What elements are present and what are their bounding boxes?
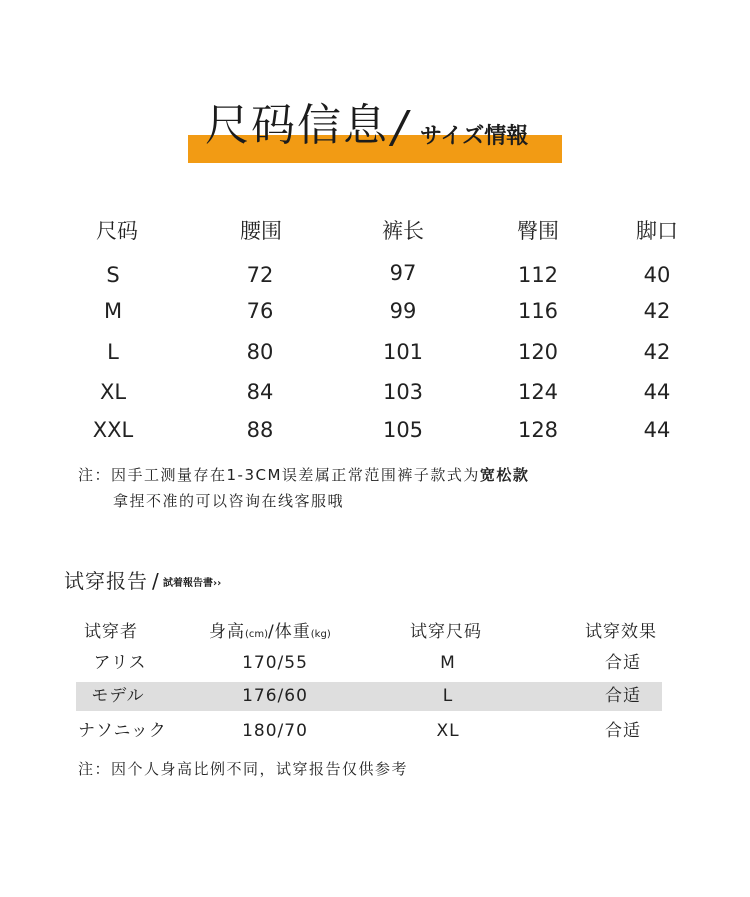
fit-result-value: 合适 xyxy=(605,721,641,741)
table-cell: M xyxy=(103,299,123,323)
header-hip: 臀围 xyxy=(517,219,559,243)
header-fit-result: 试穿效果 xyxy=(585,622,657,642)
table-cell: 72 xyxy=(246,263,274,287)
measurement-note-line2: 拿捏不准的可以咨询在线客服哦 xyxy=(113,492,345,510)
page-subtitle: サイズ情報 xyxy=(420,124,529,149)
table-cell: XXL xyxy=(92,418,134,442)
tester-name: ナソニック xyxy=(78,721,167,741)
tried-size-value: L xyxy=(442,686,454,706)
table-cell: 116 xyxy=(517,299,559,323)
table-cell: 105 xyxy=(382,418,424,442)
measurement-note xyxy=(78,464,529,486)
height-weight-value: 176/60 xyxy=(242,686,308,706)
table-cell: 101 xyxy=(382,340,424,364)
table-cell: 84 xyxy=(246,380,274,404)
height-unit: (cm) xyxy=(245,629,269,640)
weight-unit: (kg) xyxy=(310,629,331,640)
fit-result-value: 合适 xyxy=(605,686,641,706)
header-size: 尺码 xyxy=(96,219,138,243)
weight-label: /体重 xyxy=(268,622,311,642)
note-emphasis: 宽松款 xyxy=(479,466,530,484)
tried-size-value: XL xyxy=(436,721,460,741)
header-height-weight xyxy=(209,621,331,646)
table-cell: 124 xyxy=(517,380,559,404)
table-cell: 42 xyxy=(643,299,671,323)
header-hem: 脚口 xyxy=(636,219,678,243)
tester-name: アリス xyxy=(93,653,147,673)
table-cell: XL xyxy=(99,380,127,404)
report-note: 注：因个人身高比例不同，试穿报告仅供参考 xyxy=(78,760,409,778)
table-cell: S xyxy=(106,263,120,287)
table-cell: 112 xyxy=(517,263,559,287)
table-cell: 42 xyxy=(643,340,671,364)
header-tester: 试穿者 xyxy=(84,622,138,642)
page-title: 尺码信息 xyxy=(205,100,389,151)
table-cell: 40 xyxy=(643,263,671,287)
table-cell: 97 xyxy=(389,261,417,285)
header-length: 裤长 xyxy=(382,219,424,243)
height-label: 身高 xyxy=(209,622,245,642)
header-tried-size: 试穿尺码 xyxy=(410,622,482,642)
height-weight-value: 180/70 xyxy=(242,721,308,741)
report-subtitle: 試着報告書›› xyxy=(163,578,222,589)
table-cell: 120 xyxy=(517,340,559,364)
tried-size-value: M xyxy=(440,653,456,673)
title-slash: / xyxy=(392,102,407,153)
table-cell: 128 xyxy=(517,418,559,442)
highlight-row xyxy=(76,682,662,711)
table-cell: 44 xyxy=(643,380,671,404)
table-cell: L xyxy=(107,340,119,364)
table-cell: 88 xyxy=(246,418,274,442)
report-title: 试穿报告 xyxy=(64,569,148,593)
report-title-slash: / xyxy=(152,569,159,593)
table-cell: 99 xyxy=(389,299,417,323)
table-cell: 76 xyxy=(246,299,274,323)
height-weight-value: 170/55 xyxy=(242,653,308,673)
tester-name: モデル xyxy=(91,686,145,706)
note-text: 注：因手工测量存在1-3CM误差属正常范围裤子款式为 xyxy=(78,466,480,484)
fit-result-value: 合适 xyxy=(605,653,641,673)
header-waist: 腰围 xyxy=(240,219,282,243)
table-cell: 44 xyxy=(643,418,671,442)
table-cell: 103 xyxy=(382,380,424,404)
table-cell: 80 xyxy=(246,340,274,364)
